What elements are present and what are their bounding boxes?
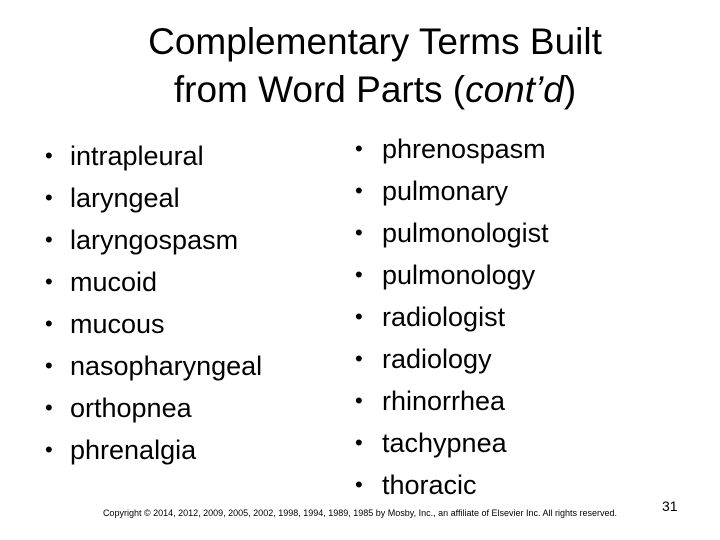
list-item <box>355 170 549 212</box>
list-item <box>355 380 549 422</box>
list-item <box>355 338 549 380</box>
list-item <box>355 464 549 506</box>
term-label: radiologist <box>382 302 506 332</box>
term-label: nasopharyngeal <box>70 351 263 381</box>
term-label: intrapleural <box>70 141 204 171</box>
term-label: laryngeal <box>70 183 180 213</box>
list-item <box>45 135 262 177</box>
bullet-icon: • <box>355 346 363 371</box>
list-item <box>45 303 262 345</box>
bullet-icon: • <box>45 311 53 336</box>
bullet-icon: • <box>45 395 53 420</box>
bullet-icon: • <box>355 304 363 329</box>
slide-title <box>40 18 710 114</box>
bullet-icon: • <box>355 430 363 455</box>
term-label: mucous <box>70 309 165 339</box>
list-item <box>45 345 262 387</box>
term-label: orthopnea <box>70 393 192 423</box>
right-term-list <box>355 128 549 506</box>
list-item <box>355 128 549 170</box>
bullet-icon: • <box>355 136 363 161</box>
bullet-icon: • <box>45 353 53 378</box>
bullet-icon: • <box>355 220 363 245</box>
list-item <box>355 296 549 338</box>
bullet-icon: • <box>45 227 53 252</box>
term-label: phrenalgia <box>70 435 197 465</box>
bullet-icon: • <box>45 437 53 462</box>
list-item <box>45 429 262 471</box>
term-label: thoracic <box>382 470 477 500</box>
list-item <box>45 177 262 219</box>
copyright-footer: Copyright © 2014, 2012, 2009, 2005, 2002, 1998, 1994, 1989, 1985 by Mosby, Inc., an affiliate of Elsevier Inc. All rights reserved. <box>102 508 618 518</box>
term-label: pulmonary <box>382 176 509 206</box>
bullet-icon: • <box>45 269 53 294</box>
term-label: mucoid <box>70 267 158 297</box>
bullet-icon: • <box>355 262 363 287</box>
list-item <box>355 212 549 254</box>
list-item <box>45 219 262 261</box>
title-line-2-prefix: from Word Parts ( <box>173 69 466 110</box>
term-label: tachypnea <box>382 428 507 458</box>
bullet-icon: • <box>355 388 363 413</box>
term-label: laryngospasm <box>70 225 239 255</box>
bullet-icon: • <box>45 143 53 168</box>
left-term-list <box>45 135 262 471</box>
bullet-icon: • <box>45 185 53 210</box>
bullet-icon: • <box>355 472 363 497</box>
term-label: rhinorrhea <box>382 386 506 416</box>
term-label: pulmonology <box>382 260 536 290</box>
list-item <box>355 422 549 464</box>
title-line-1: Complementary Terms Built <box>148 21 602 62</box>
list-item <box>355 254 549 296</box>
list-item <box>45 261 262 303</box>
term-label: pulmonologist <box>382 218 549 248</box>
page-number: 31 <box>662 498 678 514</box>
title-line-2-suffix: ) <box>563 69 577 110</box>
term-label: phrenospasm <box>382 134 546 164</box>
term-label: radiology <box>382 344 492 374</box>
bullet-icon: • <box>355 178 363 203</box>
list-item <box>45 387 262 429</box>
title-line-2 <box>40 66 710 114</box>
title-line-2-italic: cont’d <box>465 69 564 110</box>
